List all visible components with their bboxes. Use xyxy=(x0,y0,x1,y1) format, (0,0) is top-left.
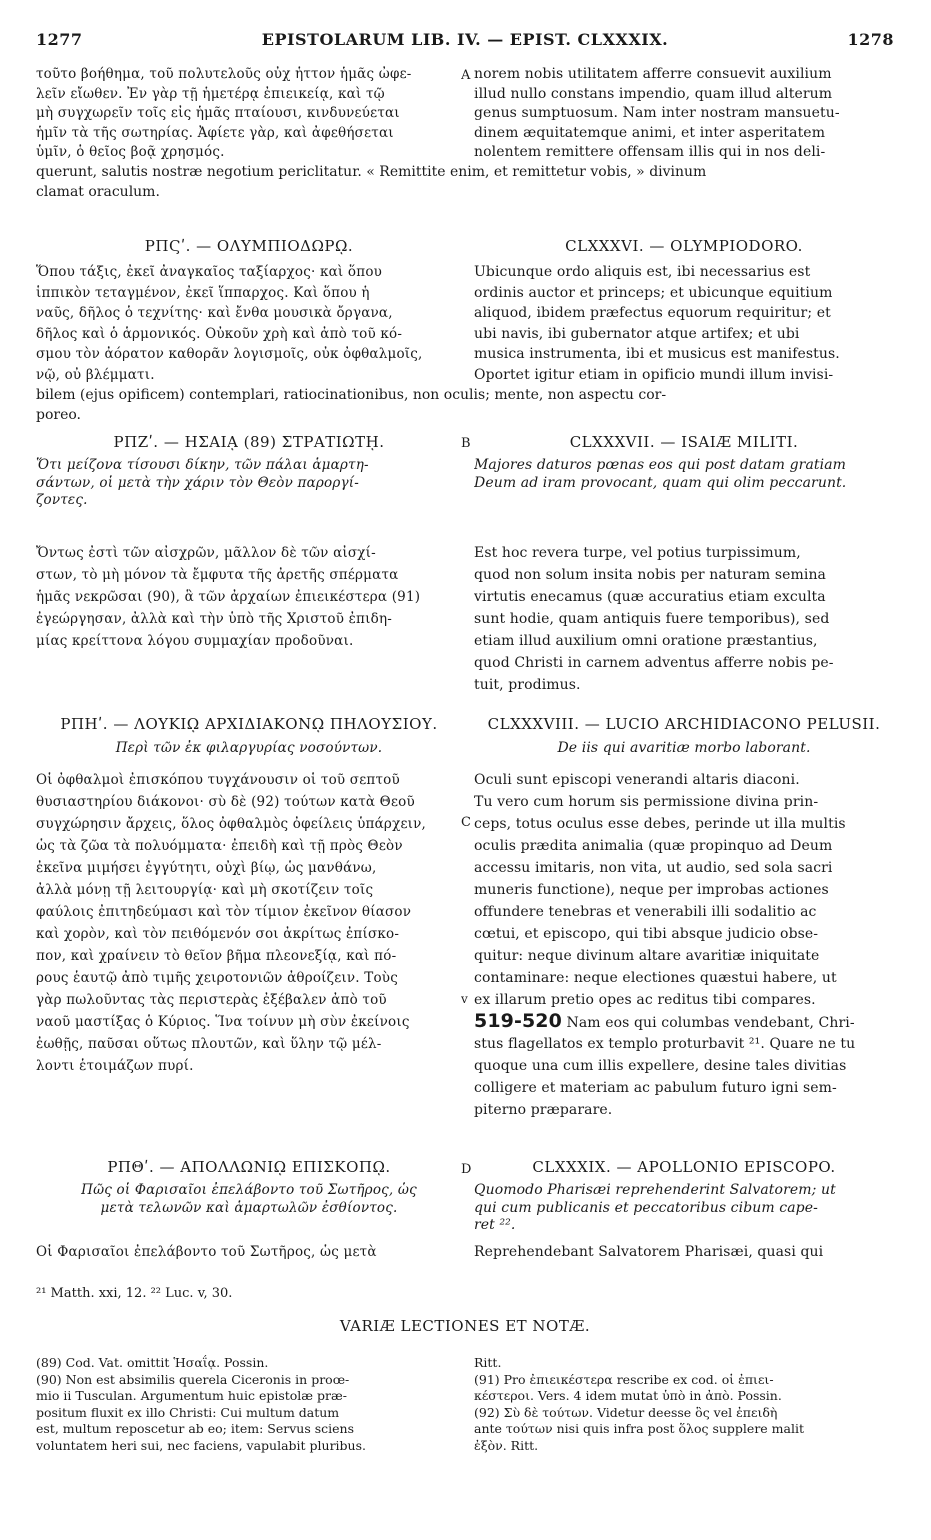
footnote: ²¹ Matth. xxi, 12. ²² Luc. v, 30. xyxy=(36,1286,233,1301)
greek-line: φαύλοις ἐπιτηδεύμασι καὶ τὸν τίμιον ἐκεῖνον θίασον xyxy=(36,904,412,920)
latin-line: ex illarum pretio opes ac reditus tibi compares. xyxy=(474,992,816,1008)
latin-line: ordinis auctor et princeps; et ubicunque equitium xyxy=(474,284,833,301)
latin-text: Nam eos qui columbas vendebant, Chri- xyxy=(561,1015,855,1031)
latin-line: Oculi sunt episcopi venerandi altaris diaconi. xyxy=(474,772,800,788)
greek-line: ἐωθῇς, παῦσαι οὕτως πλουτῶν, καὶ ὕλην τῷ μέλ- xyxy=(36,1036,382,1052)
latin-line: quitur: neque divinum altare avaritiæ iniquitate xyxy=(474,948,820,964)
greek-line: τοῦτο βοήθημα, τοῦ πολυτελοῦς οὐχ ἧττον ἡμᾶς ὠφε- xyxy=(36,66,412,82)
latin-line: cœtui, et episcopo, qui tibi absque judicio obse- xyxy=(474,926,819,942)
greek-line: γὰρ πωλοῦντας τὰς περιστερὰς ἐξέβαλεν ἀπὸ τοῦ xyxy=(36,992,387,1008)
latin-line: stus flagellatos ex templo proturbavit ²¹. Quare ne tu xyxy=(474,1036,856,1052)
latin-summary-line: ret ²². xyxy=(474,1217,516,1233)
note-line: (90) Non est absimilis querela Ciceronis in proœ- xyxy=(36,1371,350,1387)
latin-letter-heading: CLXXXVI. — OLYMPIODORO. xyxy=(565,237,803,255)
greek-line: Οἱ ὀφθαλμοὶ ἐπισκόπου τυγχάνουσιν οἱ τοῦ σεπτοῦ xyxy=(36,772,400,788)
latin-summary-line: qui cum publicanis et peccatoribus cibum cape- xyxy=(474,1199,818,1216)
greek-line: ἐγεώργησαν, ἀλλὰ καὶ τὴν ὑπὸ τῆς Χριστοῦ ἐπιδη- xyxy=(36,611,393,627)
latin-summary-line: Quomodo Pharisæi reprehenderint Salvatorem; ut xyxy=(474,1182,836,1198)
note-line: Ritt. xyxy=(474,1355,502,1370)
note-line: κέστεροι. Vers. 4 idem mutat ὑπὸ in ἀπὸ. Possin. xyxy=(474,1388,782,1403)
note-line: (91) Pro ἐπιεικέστερα rescribe ex cod. οἱ ἐπιει- xyxy=(474,1371,774,1387)
greek-line: ναοῦ μαστίξας ὁ Κύριος. Ἵνα τοίνυν μὴ σὺν ἐκείνοις xyxy=(36,1014,410,1030)
margin-marker: D xyxy=(461,1162,472,1177)
greek-line: συγχώρησιν ἄρχεις, ὅλος ὀφθαλμὸς ὀφείλεις ὑπάρχειν, xyxy=(36,816,427,832)
greek-line: στων, τὸ μὴ μόνον τὰ ἔμφυτα τῆς ἀρετῆς σπέρματα xyxy=(36,567,399,583)
latin-line: ceps, totus oculus esse debes, perinde ut illa multis xyxy=(474,816,846,832)
greek-line: ἀλλὰ μόνῃ τῇ λειτουργίᾳ· καὶ μὴ σκοτίζειν τοῖς xyxy=(36,882,374,898)
latin-letter-heading: CLXXXIX. — APOLLONIO EPISCOPO. xyxy=(532,1158,836,1176)
greek-letter-heading: ΡΠΖʹ. — ΗΣΑΙᾼ (89) ΣΤΡΑΤΙΩΤῌ. xyxy=(113,433,385,451)
page-number-left: 1277 xyxy=(36,30,83,49)
latin-summary-line: Deum ad iram provocant, quam qui olim peccarunt. xyxy=(474,474,847,491)
latin-summary-line: De iis qui avaritiæ morbo laborant. xyxy=(557,740,811,756)
latin-line: ubi navis, ibi gubernator atque artifex; et ubi xyxy=(474,325,800,342)
margin-marker: B xyxy=(461,436,471,451)
greek-line: ἐκεῖνα μιμήσει ἐγγύτητι, οὐχὶ βίῳ, ὡς μανθάνω, xyxy=(36,860,377,876)
latin-line: tuit, prodimus. xyxy=(474,677,581,693)
greek-line: σμου τὸν ἀόρατον καθορᾶν λογισμοῖς, οὐκ ὀφθαλμοῖς, xyxy=(36,346,423,362)
greek-line: ὑμῖν, ὁ θεῖος βοᾷ χρησμός. xyxy=(36,144,225,160)
latin-line: colligere et materiam ac pabulum futuro igni sem- xyxy=(474,1080,837,1096)
margin-marker: v xyxy=(461,992,468,1006)
note-line: positum fluxit ex illo Christi: Cui multum datum xyxy=(36,1404,340,1420)
latin-line: Est hoc revera turpe, vel potius turpissimum, xyxy=(474,545,801,561)
greek-line: ρους ἑαυτῷ ἀπὸ τιμῆς χειροτονιῶν ἀθροίζειν. Τοὺς xyxy=(36,970,398,986)
greek-line: ὡς τὰ ζῶα τὰ πολυόμματα· ἐπειδὴ καὶ τῇ πρὸς Θεὸν xyxy=(36,838,403,854)
latin-letter-heading: CLXXXVII. — ISAIÆ MILITI. xyxy=(569,433,799,451)
running-title: EPISTOLARUM LIB. IV. — EPIST. CLXXXIX. xyxy=(261,30,669,49)
note-line: ante τούτων nisi quis infra post ὅλος supplere malit xyxy=(474,1421,804,1436)
latin-line-full: querunt, salutis nostræ negotium periclitatur. « Remittite enim, et remittetur vobis, » divinum xyxy=(36,164,707,180)
latin-line: offundere tenebras et venerabili illi sodalitio ac xyxy=(474,904,817,920)
greek-line: λεῖν εἴωθεν. Ἐν γὰρ τῇ ἡμετέρᾳ ἐπιεικείᾳ, καὶ τῷ xyxy=(36,85,385,102)
greek-summary-line: Πῶς οἱ Φαρισαῖοι ἐπελάβοντο τοῦ Σωτῆρος, ὡς xyxy=(81,1182,417,1198)
note-line: est, multum reposcetur ab eo; item: Servus sciens xyxy=(36,1421,355,1436)
note-line: ἐξὸν. Ritt. xyxy=(474,1437,539,1453)
greek-line: δῆλος καὶ ὁ ἁρμονικός. Οὐκοῦν χρὴ καὶ ἀπὸ τοῦ κό- xyxy=(36,325,403,342)
greek-line: λοντι ἑτοιμάζων πυρί. xyxy=(36,1058,194,1074)
greek-line: Οἱ Φαρισαῖοι ἐπελάβοντο τοῦ Σωτῆρος, ὡς μετὰ xyxy=(36,1244,377,1260)
greek-line: καὶ χορὸν, καὶ τὸν πειθόμενόν σοι ἀκρίτως ἐπίσκο- xyxy=(36,926,400,942)
greek-line: πον, καὶ χραίνειν τὸ θεῖον βῆμα πλεονεξίᾳ, καὶ πό- xyxy=(36,948,397,964)
latin-line: etiam illud auxilium omni oratione præstantius, xyxy=(474,633,818,649)
latin-line-full: clamat oraculum. xyxy=(36,183,160,200)
latin-line: Tu vero cum horum sis permissione divina prin- xyxy=(474,794,819,810)
latin-line: musica instrumenta, ibi et musicus est manifestus. xyxy=(474,346,840,362)
greek-summary-line: μετὰ τελωνῶν καὶ ἁμαρτωλῶν ἐσθίοντος. xyxy=(100,1199,398,1216)
greek-line: μίας κρείττονα λόγου συμμαχίαν προδοῦναι. xyxy=(36,633,354,649)
latin-line: virtutis enecamus (quæ accuratius etiam exculta xyxy=(474,589,826,605)
latin-line: nolentem remittere offensam illis qui in nos deli- xyxy=(474,144,826,160)
latin-line: quod non solum insita nobis per naturam semina xyxy=(474,567,827,583)
latin-line xyxy=(474,1010,894,1032)
greek-summary-line: σάντων, οἱ μετὰ τὴν χάριν τὸν Θεὸν παροργί- xyxy=(36,474,360,491)
margin-marker: A xyxy=(461,68,471,83)
latin-line: Reprehendebant Salvatorem Pharisæi, quasi qui xyxy=(474,1244,824,1260)
latin-line: genus sumptuosum. Nam inter nostram mansuetu- xyxy=(474,105,840,121)
latin-letter-heading: CLXXXVIII. — LUCIO ARCHIDIACONO PELUSII. xyxy=(487,715,881,733)
latin-summary-line: Majores daturos pœnas eos qui post datam gratiam xyxy=(474,457,847,473)
latin-line: norem nobis utilitatem afferre consuevit auxilium xyxy=(474,66,832,82)
latin-line: quod Christi in carnem adventus afferre nobis pe- xyxy=(474,655,834,671)
column-number: 519-520 xyxy=(474,1010,562,1032)
latin-line-full: poreo. xyxy=(36,407,82,423)
greek-line: Ὄντως ἐστὶ τῶν αἰσχρῶν, μᾶλλον δὲ τῶν αἰσχί- xyxy=(36,545,376,561)
greek-letter-heading: ΡΠΘʹ. — ΑΠΟΛΛΩΝΙῼ ΕΠΙΣΚΟΠῼ. xyxy=(107,1158,391,1176)
note-line: (89) Cod. Vat. omittit Ἡσαΐᾳ. Possin. xyxy=(36,1355,269,1370)
latin-line: quoque una cum illis expellere, desine tales divitias xyxy=(474,1058,847,1074)
note-line: mio ii Tusculan. Argumentum huic epistolæ præ- xyxy=(36,1388,347,1403)
note-line: (92) Σὺ δὲ τούτων. Videtur deesse ὃς vel ἐπειδὴ xyxy=(474,1404,778,1420)
latin-line: oculis prædita animalia (quæ propinquo ad Deum xyxy=(474,838,833,854)
greek-line: Ὅπου τάξις, ἐκεῖ ἀναγκαῖος ταξίαρχος· καὶ ὅπου xyxy=(36,264,383,280)
latin-line: piterno præparare. xyxy=(474,1102,613,1118)
note-line: voluntatem heri sui, nec faciens, vapulabit pluribus. xyxy=(36,1437,366,1453)
greek-letter-heading: ΡΠΗʹ. — ΛΟΥΚΙῼ ΑΡΧΙΔΙΑΚΟΝῼ ΠΗΛΟΥΣΙΟΥ. xyxy=(60,715,438,733)
latin-line: contaminare: neque electiones quæstui habere, ut xyxy=(474,970,837,986)
greek-line: ναῦς, δῆλος ὁ τεχνίτης· καὶ ἔνθα μουσικὰ ὄργανα, xyxy=(36,305,393,321)
latin-line: muneris functione), neque per improbas actiones xyxy=(474,882,829,898)
page-number-right: 1278 xyxy=(847,30,894,49)
greek-line: νῷ, οὐ βλέμματι. xyxy=(36,366,155,383)
greek-line: θυσιαστηρίου διάκονοι· σὺ δὲ (92) τούτων κατὰ Θεοῦ xyxy=(36,794,415,810)
latin-line: dinem æquitatemque animi, et inter asperitatem xyxy=(474,124,826,141)
greek-summary-line: ζοντες. xyxy=(36,492,88,508)
latin-line: illud nullo constans impendio, quam illud alterum xyxy=(474,85,833,102)
greek-letter-heading: ΡΠϚʹ. — ΟΛΥΜΠΙΟΔΩΡῼ. xyxy=(144,237,354,255)
greek-line: ἡμῖν τὰ τῆς σωτηρίας. Ἀφίετε γὰρ, καὶ ἀφεθήσεται xyxy=(36,124,394,141)
latin-line: accessu imitaris, non vita, ut audio, sed sola sacri xyxy=(474,860,833,876)
margin-marker: C xyxy=(461,815,471,830)
greek-summary-line: Περὶ τῶν ἐκ φιλαργυρίας νοσούντων. xyxy=(115,740,383,756)
latin-line-full: bilem (ejus opificem) contemplari, ratiocinationibus, non oculis; mente, non aspectu cor- xyxy=(36,387,667,403)
greek-line: ἡμᾶς νεκρῶσαι (90), ἃ τῶν ἀρχαίων ἐπιεικέστερα (91) xyxy=(36,589,421,605)
greek-summary-line: Ὅτι μείζονα τίσουσι δίκην, τῶν πάλαι ἁμαρτη- xyxy=(36,457,369,473)
notes-heading: VARIÆ LECTIONES ET NOTÆ. xyxy=(339,1317,591,1335)
greek-line: μὴ συγχωρεῖν τοῖς εἰς ἡμᾶς πταίουσι, κινδυνεύεται xyxy=(36,105,400,121)
greek-line: ἱππικὸν τεταγμένον, ἐκεῖ ἵππαρχος. Καὶ ὅπου ἡ xyxy=(36,284,370,301)
latin-line: sunt hodie, quam antiquis fuere temporibus), sed xyxy=(474,611,830,627)
latin-line: Oportet igitur etiam in opificio mundi illum invisi- xyxy=(474,366,834,383)
latin-line: Ubicunque ordo aliquis est, ibi necessarius est xyxy=(474,264,811,280)
latin-line: aliquod, ibidem præfectus equorum requiritur; et xyxy=(474,305,831,321)
